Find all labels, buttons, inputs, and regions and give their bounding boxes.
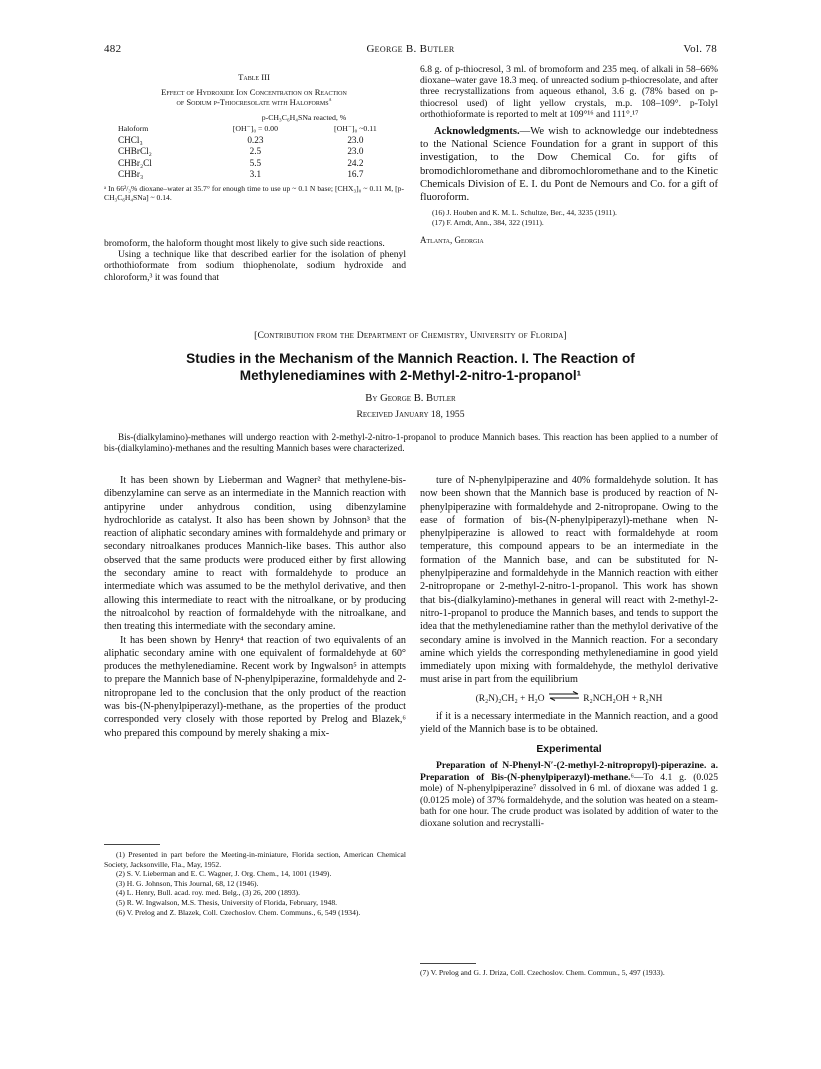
prev-left-paragraph-1: bromoform, the haloform thought most likely to give such side reactions. bbox=[104, 238, 385, 249]
equation-right: R₂NCH₂OH + R₂NH bbox=[583, 693, 663, 704]
table-row: CHBr₃ 3.1 16.7 bbox=[118, 169, 364, 179]
ack-heading: Acknowledgments. bbox=[434, 126, 520, 138]
article-left-column bbox=[104, 474, 406, 740]
experimental-heading: Experimental bbox=[536, 743, 602, 755]
acknowledgments: Acknowledgments.—We wish to acknowledge our indebtedness to the National Science Foundation for a grant in support of this investigation, to the Dow Chemical Co. for gifts of bromodichloromethane and dibromochloromethane and to the Kinetic Chemicals Division of E. I. du Pont de Nemours and Co. for a gift of fluoroform. bbox=[420, 126, 718, 204]
title-line-2: Methylenediamines with 2-Methyl-2-nitro-1-propanol¹ bbox=[239, 368, 582, 383]
footnote-5: (5) R. W. Ingwalson, M.S. Thesis, University of Florida, February, 1948. bbox=[116, 897, 338, 907]
article-right-column bbox=[420, 474, 718, 830]
table-group-header: p-CH₃C₆H₄SNa reacted, % bbox=[261, 112, 347, 122]
prev-article-right-text bbox=[420, 64, 718, 247]
prev-left-paragraph-2: Using a technique like that described earlier for the isolation of phenyl orthothioformate from sodium thiophenolate, sodium hydroxide and chloroform,³ it was found that bbox=[104, 249, 406, 283]
equilibrium-equation bbox=[420, 691, 718, 706]
prev-right-paragraph: 6.8 g. of p-thiocresol, 3 ml. of bromoform and 235 meq. of alkali in 58–66% dioxane–water gave 18.3 meq. of unreacted sodium p-thiocresolate, and after three recrystallizations from aqueous ethanol, 3.6 g. (78% based on p-thiocresol used) of light yellow crystals, m.p. 108–109°. p-Tolyl orthothioformate is reported to melt at 109°¹⁶ and 111°.¹⁷ bbox=[420, 64, 718, 120]
right-paragraph-1: ture of N-phenylpiperazine and 40% formaldehyde solution. It has now been shown that the Mannich base is produced by reaction of N-phenylpiperazine with formaldehyde and 2-nitropropane. Owing to the ease of formation of bis-(N-phenylpiperazyl)-methane when N-phenylpiperazine is allowed to react with formaldehyde at room temperature, this compound appears to be an intermediate in the formation of the Mannich base, and can be substituted for N-phenylpiperazine and formaldehyde in the Mannich reaction with either 2-nitropropane or 2-methyl-2-nitro-1-propanol. This work has shown that bis-(dialkylamino)-methanes in general will react with 2-methyl-2-nitro-1-propanol to produce the Mannich bases, and tends to support the idea that the methylenediamine rather than the methylol derivative of the secondary amine is involved in the Mannich reaction. For a secondary amine which yields the corresponding methylenediamine in good yield immediately upon mixing with formaldehyde, the methylol derivative must arise in part from the equilibrium bbox=[420, 475, 718, 686]
left-paragraph-2: It has been shown by Henry⁴ that reaction of two equivalents of an aliphatic secondary amine with one equivalent of formaldehyde at 60° produces the methylenediamine. Recent work by Ingwalson⁵ in attempts to prepare the Mannich base of N-phenylpiperazine, formaldehyde and 2-nitropropane led to the conclusion that the only product of the reaction was bis-(N-phenylpiperazyl)-methane, as the properties of the product corresponded very closely with those reported by Prelog and Blazek,⁶ who prepared this compound by merely shaking a mix- bbox=[104, 634, 406, 739]
footnote-4: (4) L. Henry, Bull. acad. roy. med. Belg., (3) 26, 200 (1893). bbox=[116, 888, 300, 898]
table-row: CHBrCl₂ 2.5 23.0 bbox=[118, 146, 364, 156]
preparation-heading: Preparation of N-Phenyl-N′-(2-methyl-2-nitropropyl)-piperazine. a. Preparation of Bis-(N-phenylpiperazyl)-methane. bbox=[420, 759, 718, 783]
location: Atlanta, Georgia bbox=[420, 235, 484, 246]
volume-label: Vol. 78 bbox=[683, 43, 717, 55]
table-title-line1: Effect of Hydroxide Ion Concentration on Reaction bbox=[161, 86, 347, 97]
footnote-6: (6) V. Prelog and Z. Blazek, Coll. Czechoslov. Chem. Communs., 6, 549 (1934). bbox=[116, 907, 361, 917]
table-row: CHBr₂Cl 5.5 24.2 bbox=[118, 157, 364, 168]
abstract: Bis-(dialkylamino)-methanes will undergo reaction with 2-methyl-2-nitro-1-propanol to produce Mannich bases. This reaction has been applied to a number of bis-(dialkylamino)-methanes and the resulting Mannich bases were characterized. bbox=[104, 432, 718, 454]
table-title-line2: of Sodium p-Thiocresolate with Haloforms$^a$ bbox=[176, 97, 332, 107]
table-iii-grid bbox=[104, 112, 404, 181]
table-col-2: [OH⁻]₀ ~0.11 bbox=[333, 124, 377, 133]
footnote-3: (3) H. G. Johnson, This Journal, 68, 12 (1946). bbox=[116, 878, 259, 888]
prev-references bbox=[420, 208, 718, 227]
title-line-1: Studies in the Mechanism of the Mannich Reaction. I. The Reaction of bbox=[186, 351, 635, 366]
footnote-1: (1) Presented in part before the Meeting-in-miniature, Florida section, American Chemical Society, Jacksonville, Fla., May, 1952. bbox=[104, 850, 406, 869]
footnote-7: (7) V. Prelog and G. J. Driza, Coll. Czechoslov. Chem. Commun., 5, 497 (1933). bbox=[420, 968, 665, 977]
reference-17: (17) F. Arndt, Ann., 384, 322 (1911). bbox=[432, 217, 544, 227]
table-iii bbox=[104, 72, 404, 203]
byline: By George B. Butler bbox=[365, 393, 456, 404]
table-col-haloform: Haloform bbox=[118, 124, 149, 133]
contribution-line: [Contribution from the Department of Chemistry, University of Florida] bbox=[254, 330, 567, 341]
reference-16: (16) J. Houben and K. M. L. Schultze, Ber., 44, 3235 (1911). bbox=[432, 208, 617, 218]
prev-article-left-text bbox=[104, 238, 406, 283]
running-author: George B. Butler bbox=[366, 43, 455, 55]
table-number: Table III bbox=[238, 72, 270, 82]
right-paragraph-2: if it is a necessary intermediate in the Mannich reaction, and a good yield of the Mannich base is to be obtained. bbox=[420, 711, 718, 736]
page-number: 482 bbox=[104, 43, 122, 55]
preparation-paragraph: Preparation of N-Phenyl-N′-(2-methyl-2-nitropropyl)-piperazine. a. Preparation of Bis-(N-phenylpiperazyl)-methane.⁶—To 4.1 g. (0.025 mole) of N-phenylpiperazine⁷ dissolved in 6 ml. of dioxane was added 1 g. (0.0125 mole) of 37% formaldehyde, and the solution was heated on a steam-bath for one hour. The crude product was isolated by addition of water to the dioxane solution and recrystalli- bbox=[420, 759, 718, 829]
footnotes-left bbox=[104, 850, 406, 917]
table-col-1: [OH⁻]₀ = 0.00 bbox=[232, 124, 278, 133]
equilibrium-arrows-icon bbox=[547, 691, 581, 706]
table-footnote: ᵃ In 66²/₃% dioxane–water at 35.7° for enough time to use up ~ 0.1 N base; [CHX₃]₀ ~ 0.11 M, [p-CH₃C₆H₄SNa] ~ 0.14. bbox=[104, 183, 404, 203]
left-paragraph-1: It has been shown by Lieberman and Wagner² that methylene-bis-dibenzylamine can serve as an intermediate in the Mannich reaction with antipyrine under anhydrous condition, using dibenzylamine hydrochloride as catalyst. It also has been shown by Johnson³ that the reaction of aliphatic secondary amines with formaldehyde and primary or secondary nitroalkanes produces Mannich-like bases. This author also observed that the same products were produced either by first allowing the secondary amine to react with formaldehyde to produce an intermediate which was assumed to be the methylol derivative, and then allowing this intermediate to react with the nitroalkane, or by producing the nitroalcohol by reaction of formaldehyde with the nitroalkane, and then treating this intermediate with the secondary amine. bbox=[104, 475, 406, 633]
table-row: CHCl₃ 0.23 23.0 bbox=[118, 134, 364, 145]
footnote-2: (2) S. V. Lieberman and E. C. Wagner, J. Org. Chem., 14, 1001 (1949). bbox=[116, 869, 332, 879]
article-title bbox=[60, 350, 761, 384]
equation-left: (R₂N)₂CH₂ + H₂O bbox=[475, 693, 545, 704]
received-date: Received January 18, 1955 bbox=[356, 409, 465, 420]
